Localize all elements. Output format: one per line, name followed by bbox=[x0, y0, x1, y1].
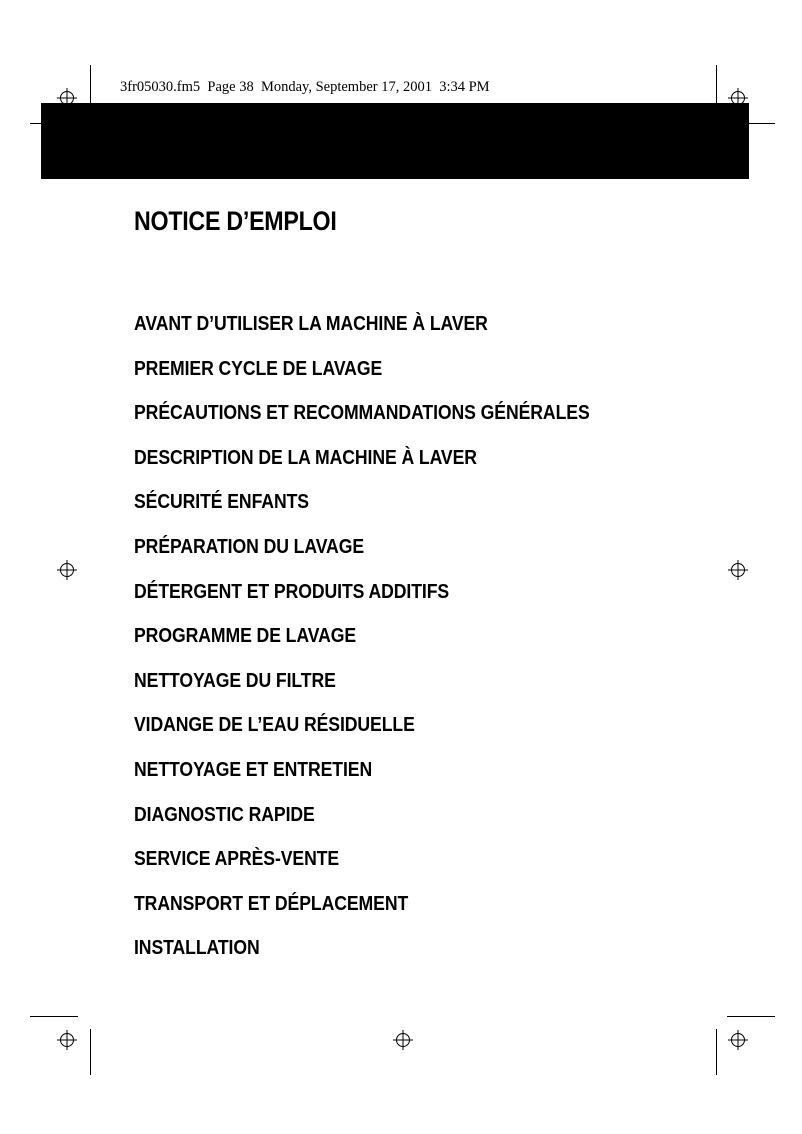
registration-mark-icon bbox=[57, 1030, 77, 1050]
toc-item: PRÉPARATION DU LAVAGE bbox=[134, 534, 365, 558]
table-of-contents bbox=[134, 305, 664, 974]
toc-item: PREMIER CYCLE DE LAVAGE bbox=[134, 356, 383, 380]
toc-item: AVANT D’UTILISER LA MACHINE À LAVER bbox=[134, 312, 488, 335]
toc-item: SERVICE APRÈS-VENTE bbox=[134, 847, 340, 871]
registration-mark-icon bbox=[57, 560, 77, 580]
toc-item: PROGRAMME DE LAVAGE bbox=[134, 624, 357, 648]
toc-item: DÉTERGENT ET PRODUITS ADDITIFS bbox=[134, 579, 450, 603]
toc-item: NETTOYAGE ET ENTRETIEN bbox=[134, 757, 373, 781]
crop-line-right-bottom bbox=[727, 1016, 775, 1017]
crop-line-left-top bbox=[30, 123, 41, 124]
crop-line-bottom-left bbox=[90, 1029, 91, 1075]
crop-line-top-left bbox=[90, 65, 91, 103]
crop-line-bottom-right bbox=[716, 1029, 717, 1075]
print-header: 3fr05030.fm5 Page 38 Monday, September 17, 2001 3:34 PM bbox=[120, 79, 490, 95]
toc-item: DIAGNOSTIC RAPIDE bbox=[134, 802, 315, 826]
toc-item: PRÉCAUTIONS ET RECOMMANDATIONS GÉNÉRALES bbox=[134, 401, 590, 425]
toc-item: VIDANGE DE L’EAU RÉSIDUELLE bbox=[134, 713, 415, 737]
registration-mark-icon bbox=[393, 1030, 413, 1050]
toc-item: INSTALLATION bbox=[134, 936, 260, 960]
crop-line-right-top bbox=[749, 123, 775, 124]
header-band bbox=[41, 103, 749, 179]
registration-mark-icon bbox=[728, 560, 748, 580]
crop-line-left-bottom bbox=[30, 1016, 78, 1017]
toc-item: TRANSPORT ET DÉPLACEMENT bbox=[134, 891, 409, 915]
toc-item: NETTOYAGE DU FILTRE bbox=[134, 668, 336, 692]
toc-item: SÉCURITÉ ENFANTS bbox=[134, 490, 309, 514]
crop-line-top-right bbox=[716, 65, 717, 103]
page-title: NOTICE D’EMPLOI bbox=[134, 206, 337, 236]
toc-item: DESCRIPTION DE LA MACHINE À LAVER bbox=[134, 445, 477, 469]
registration-mark-icon bbox=[728, 1030, 748, 1050]
